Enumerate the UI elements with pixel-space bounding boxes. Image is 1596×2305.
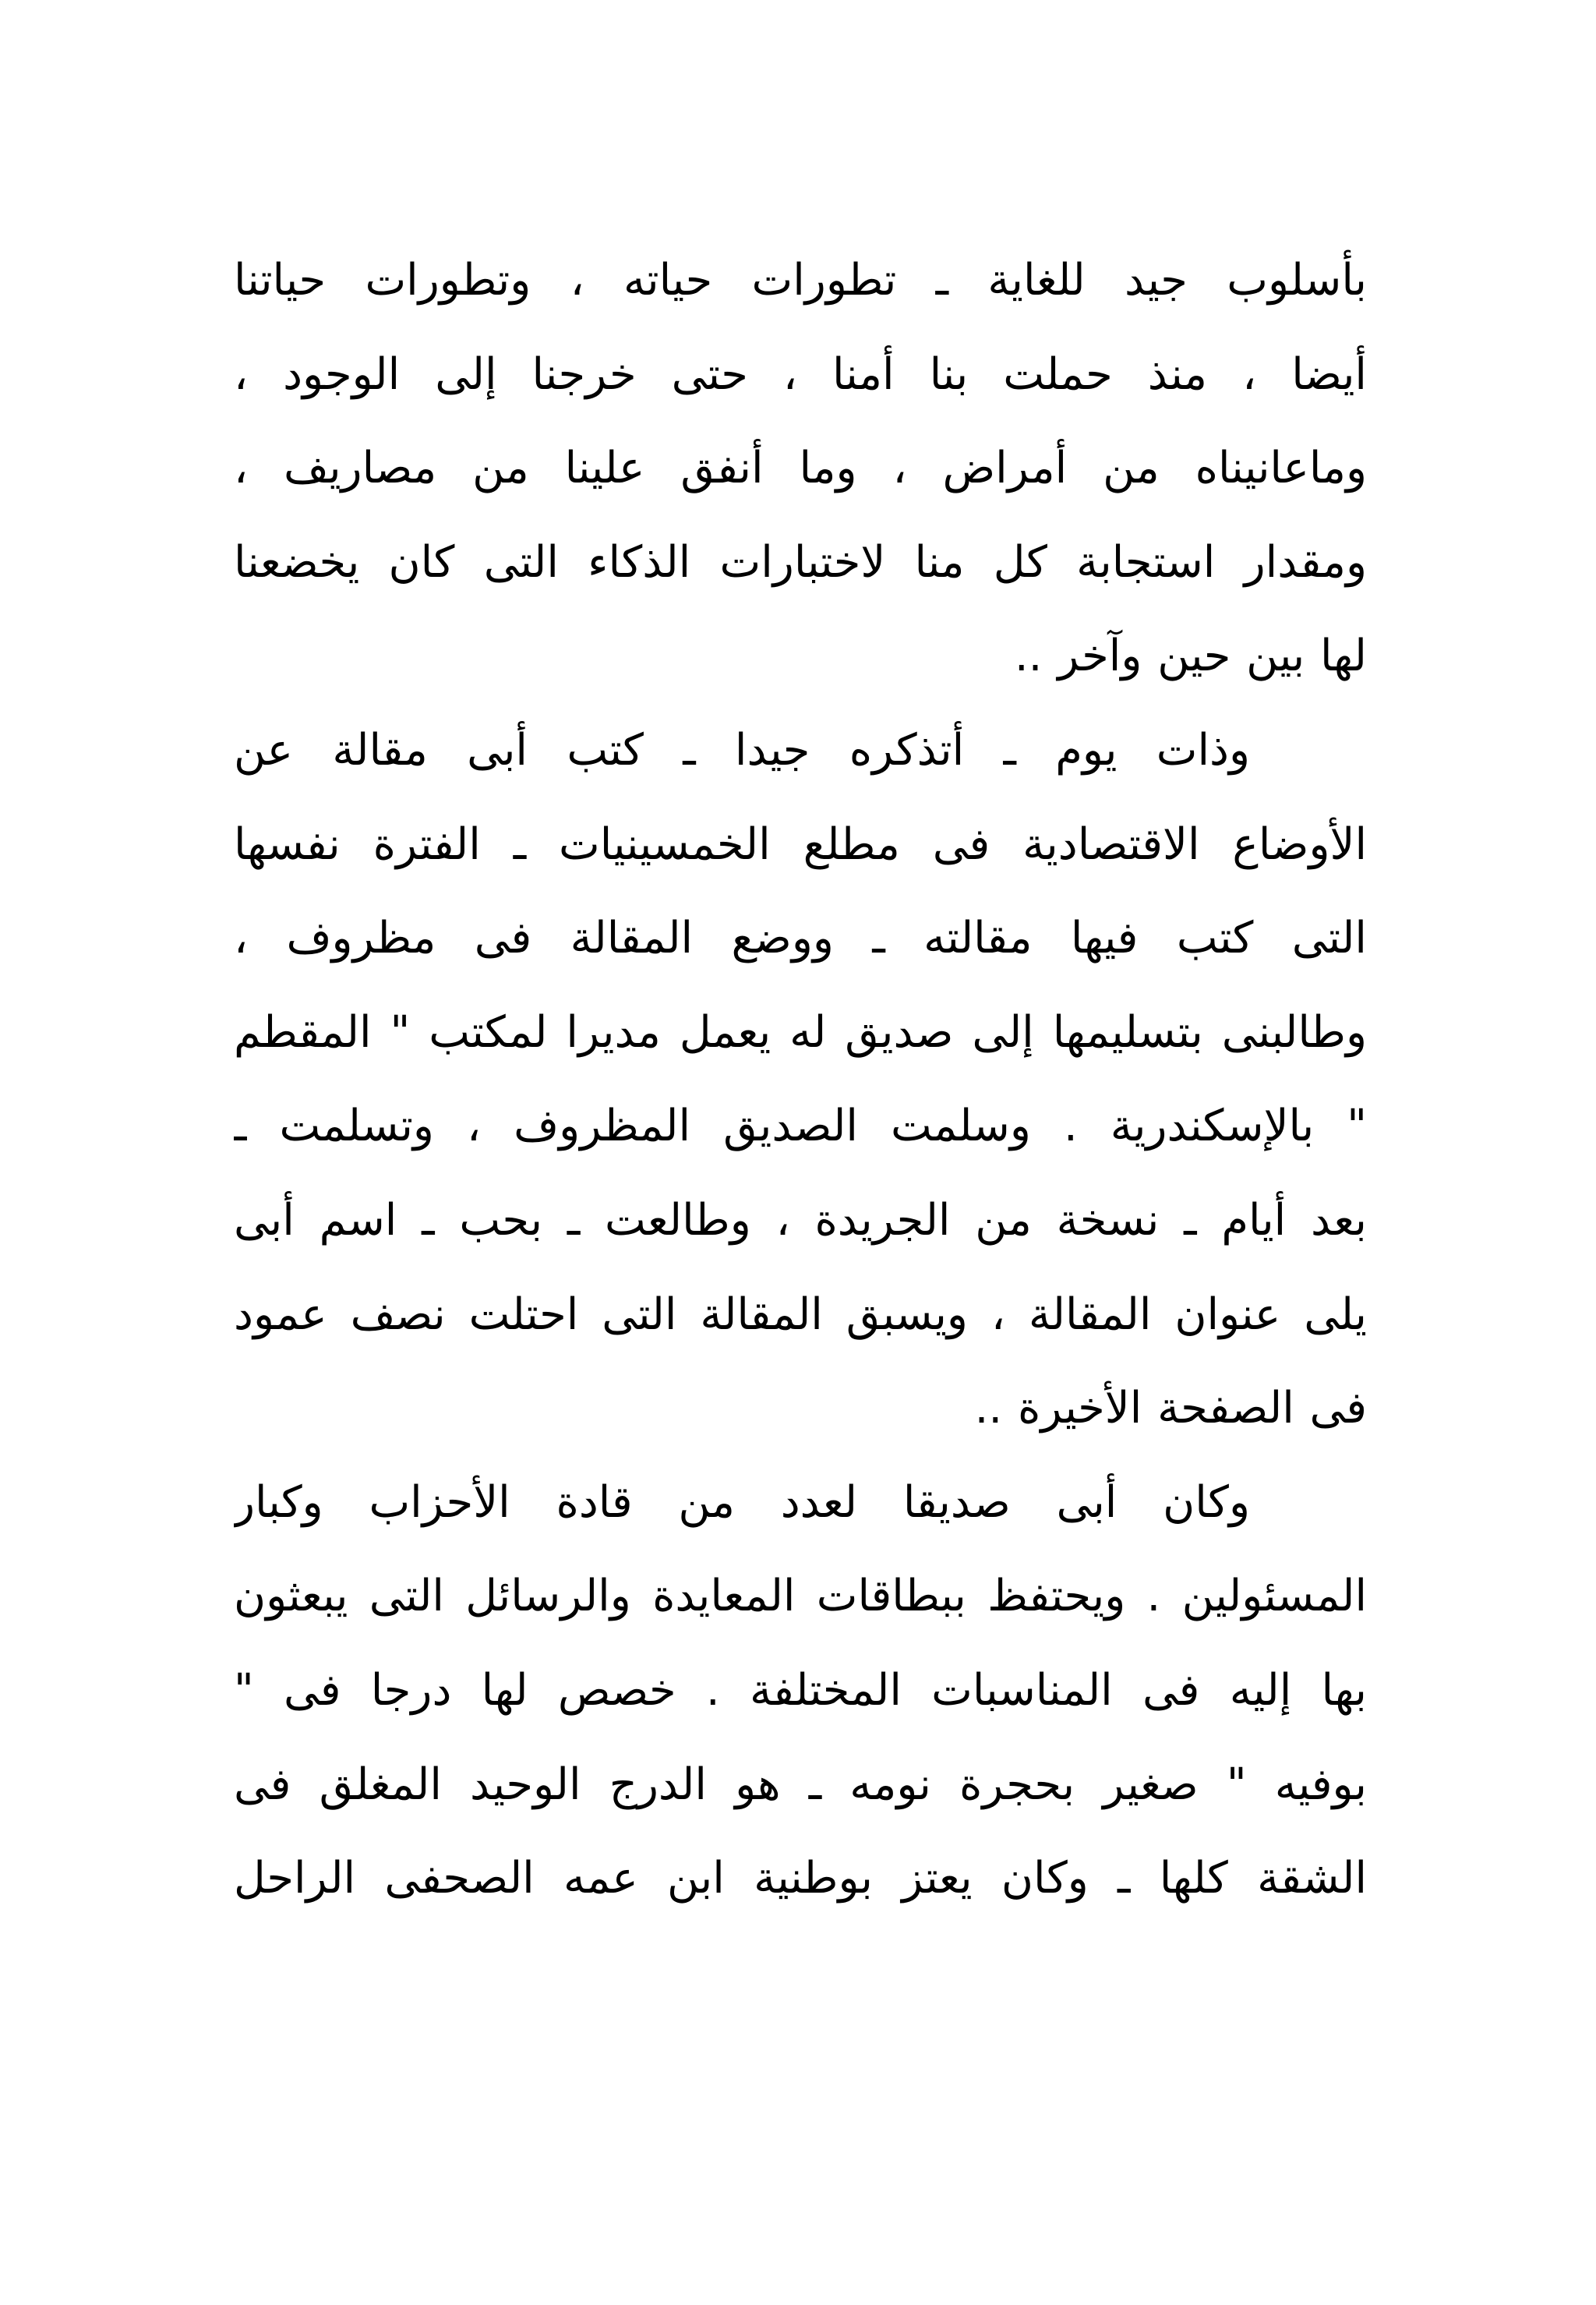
text-line: وكان أبى صديقا لعدد من قادة الأحزاب وكبار	[234, 1476, 1250, 1528]
text-line: أيضا ، منذ حملت بنا أمنا ، حتى خرجنا إلى الوجود ،	[234, 348, 1367, 400]
text-line: " بالإسكندرية . وسلمت الصديق المظروف ، وتسلمت ـ	[234, 1101, 1367, 1152]
body-text	[234, 234, 1367, 1926]
text-line: لها بين حين وآخر ..	[1014, 631, 1367, 682]
text-line: التى كتب فيها مقالته ـ ووضع المقالة فى مظروف ،	[234, 913, 1367, 964]
text-line: الشقة كلها ـ وكان يعتز بوطنية ابن عمه الصحفى الراحل	[234, 1853, 1367, 1904]
text-line: وذات يوم ـ أتذكره جيدا ـ كتب أبى مقالة عن	[234, 724, 1250, 776]
paragraph	[234, 704, 1367, 1456]
text-line: بها إليه فى المناسبات المختلفة . خصص لها درجا فى "	[234, 1664, 1367, 1716]
text-line: بوفيه " صغير بحجرة نومه ـ هو الدرج الوحيد المغلق فى	[234, 1759, 1367, 1810]
text-line: المسئولين . ويحتفظ ببطاقات المعايدة والرسائل التى يبعثون	[234, 1571, 1367, 1622]
text-line: بأسلوب جيد للغاية ـ تطورات حياته ، وتطورات حياتنا	[234, 255, 1367, 306]
text-line: الأوضاع الاقتصادية فى مطلع الخمسينيات ـ الفترة نفسها	[234, 818, 1367, 870]
paragraph	[234, 234, 1367, 704]
text-line: وطالبنى بتسليمها إلى صديق له يعمل مديرا لمكتب " المقطم	[234, 1006, 1367, 1058]
text-line: يلى عنوان المقالة ، ويسبق المقالة التى احتلت نصف عمود	[234, 1289, 1367, 1340]
text-line: بعد أيام ـ نسخة من الجريدة ، وطالعت ـ بحب ـ اسم أبى	[234, 1194, 1367, 1246]
text-line: وماعانيناه من أمراض ، وما أنفق علينا من مصاريف ،	[234, 443, 1367, 494]
text-line: ومقدار استجابة كل منا لاختبارات الذكاء التى كان يخضعنا	[234, 536, 1367, 588]
text-line: فى الصفحة الأخيرة ..	[974, 1383, 1367, 1434]
paragraph	[234, 1456, 1367, 1926]
